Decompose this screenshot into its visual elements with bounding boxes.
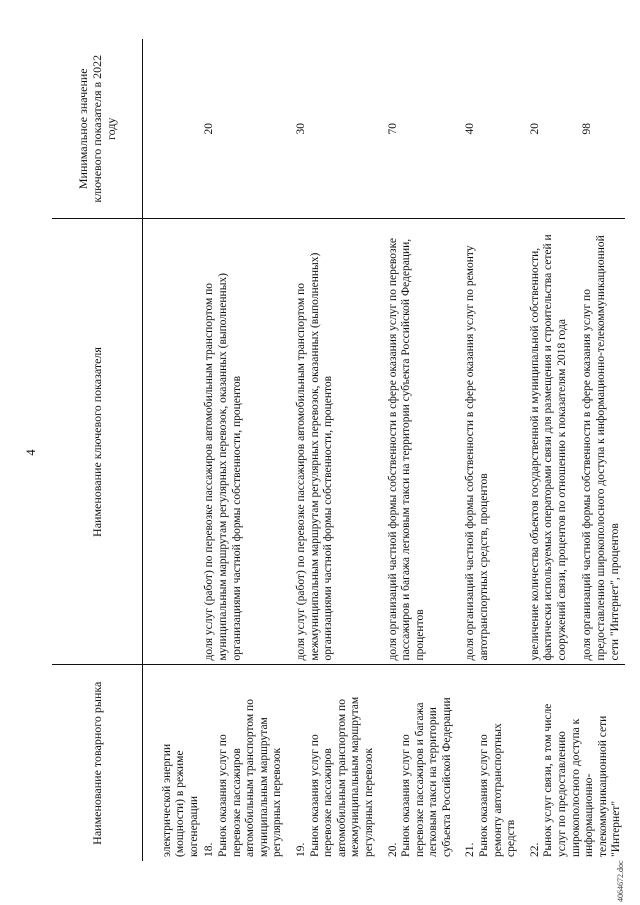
table-header-row xyxy=(52,39,143,861)
indicator-name: доля организаций частной формы собственности в сфере оказания услуг по перевозке пассажиров и багажа легковым такси на территории субъекта Российской Федерации, процентов xyxy=(386,219,456,665)
market-name: Рынок оказания услуг по перевозке пассажиров и багажа легковым такси на территории субъекта Российской Федерации xyxy=(400,697,453,857)
indicator-value: 20 xyxy=(528,39,573,219)
header-indicator: Наименование ключевого показателя xyxy=(52,219,143,665)
row-number: 22. xyxy=(528,842,541,857)
table-row xyxy=(294,39,378,861)
market-name: Рынок оказания услуг по перевозке пассажиров автомобильным транспортом по межмуниципальным маршрутам регулярных перевозок xyxy=(308,696,375,857)
indicator-value: 70 xyxy=(386,39,456,219)
indicator-name: увеличение количества объектов государственной и муниципальной собственности, фактически используемых операторами связи для размещения и строительства сетей и сооружений связи, процентов по отношению к показателям 2018 года xyxy=(528,219,573,665)
indicator-value: 98 xyxy=(580,39,625,219)
table-row xyxy=(528,39,573,861)
row-number: 21. xyxy=(464,842,477,857)
indicator-name: доля организаций частной формы собственности в сфере оказания услуг по ремонту автотранспортных средств, процентов xyxy=(463,219,519,665)
indicator-value: 20 xyxy=(202,39,286,219)
indicator-value: 30 xyxy=(294,39,378,219)
continuation-text: электрической энергии (мощности) в режиме когенерации xyxy=(160,743,200,857)
market-name: Рынок услуг связи, в том числе услуг по предоставлению широкополосного доступа к информационно-телекоммуникационной сети "Интернет" xyxy=(542,703,623,857)
market-name: Рынок оказания услуг по перевозке пассажиров автомобильным транспортом по муниципальным маршрутам регулярных перевозок xyxy=(216,699,284,857)
indicator-name: доля услуг (работ) по перевозке пассажиров автомобильным транспортом по муниципальным маршрутам регулярных перевозок, оказанных (выполненных) организациями частной формы собственности, процентов xyxy=(202,219,286,665)
indicators-table xyxy=(52,39,625,861)
row-number: 19. xyxy=(294,842,307,857)
table-row-continuation xyxy=(143,39,203,861)
header-market: Наименование товарного рынка xyxy=(52,665,143,861)
row-number: 20. xyxy=(386,842,399,857)
indicator-value: 40 xyxy=(463,39,519,219)
header-value: Минимальное значение ключевого показателя в 2022 году xyxy=(52,39,143,219)
table-row xyxy=(202,39,286,861)
document-id: 4064672.doc xyxy=(616,860,625,902)
page-number: 4 xyxy=(24,449,38,456)
indicator-name: доля организаций частной формы собственности в сфере оказания услуг по предоставлению широкополосного доступа к информационно-телекоммуникационной сети "Интернет", процентов xyxy=(580,219,625,665)
row-number: 18. xyxy=(203,842,216,857)
table-row xyxy=(386,39,456,861)
table-row xyxy=(463,39,519,861)
indicator-name: доля услуг (работ) по перевозке пассажиров автомобильным транспортом по межмуниципальным маршрутам регулярных перевозок, оказанных (выполненных) организациями частной формы собственности, процентов xyxy=(294,219,378,665)
market-name: Рынок оказания услуг по ремонту автотранспортных средств xyxy=(478,723,518,857)
